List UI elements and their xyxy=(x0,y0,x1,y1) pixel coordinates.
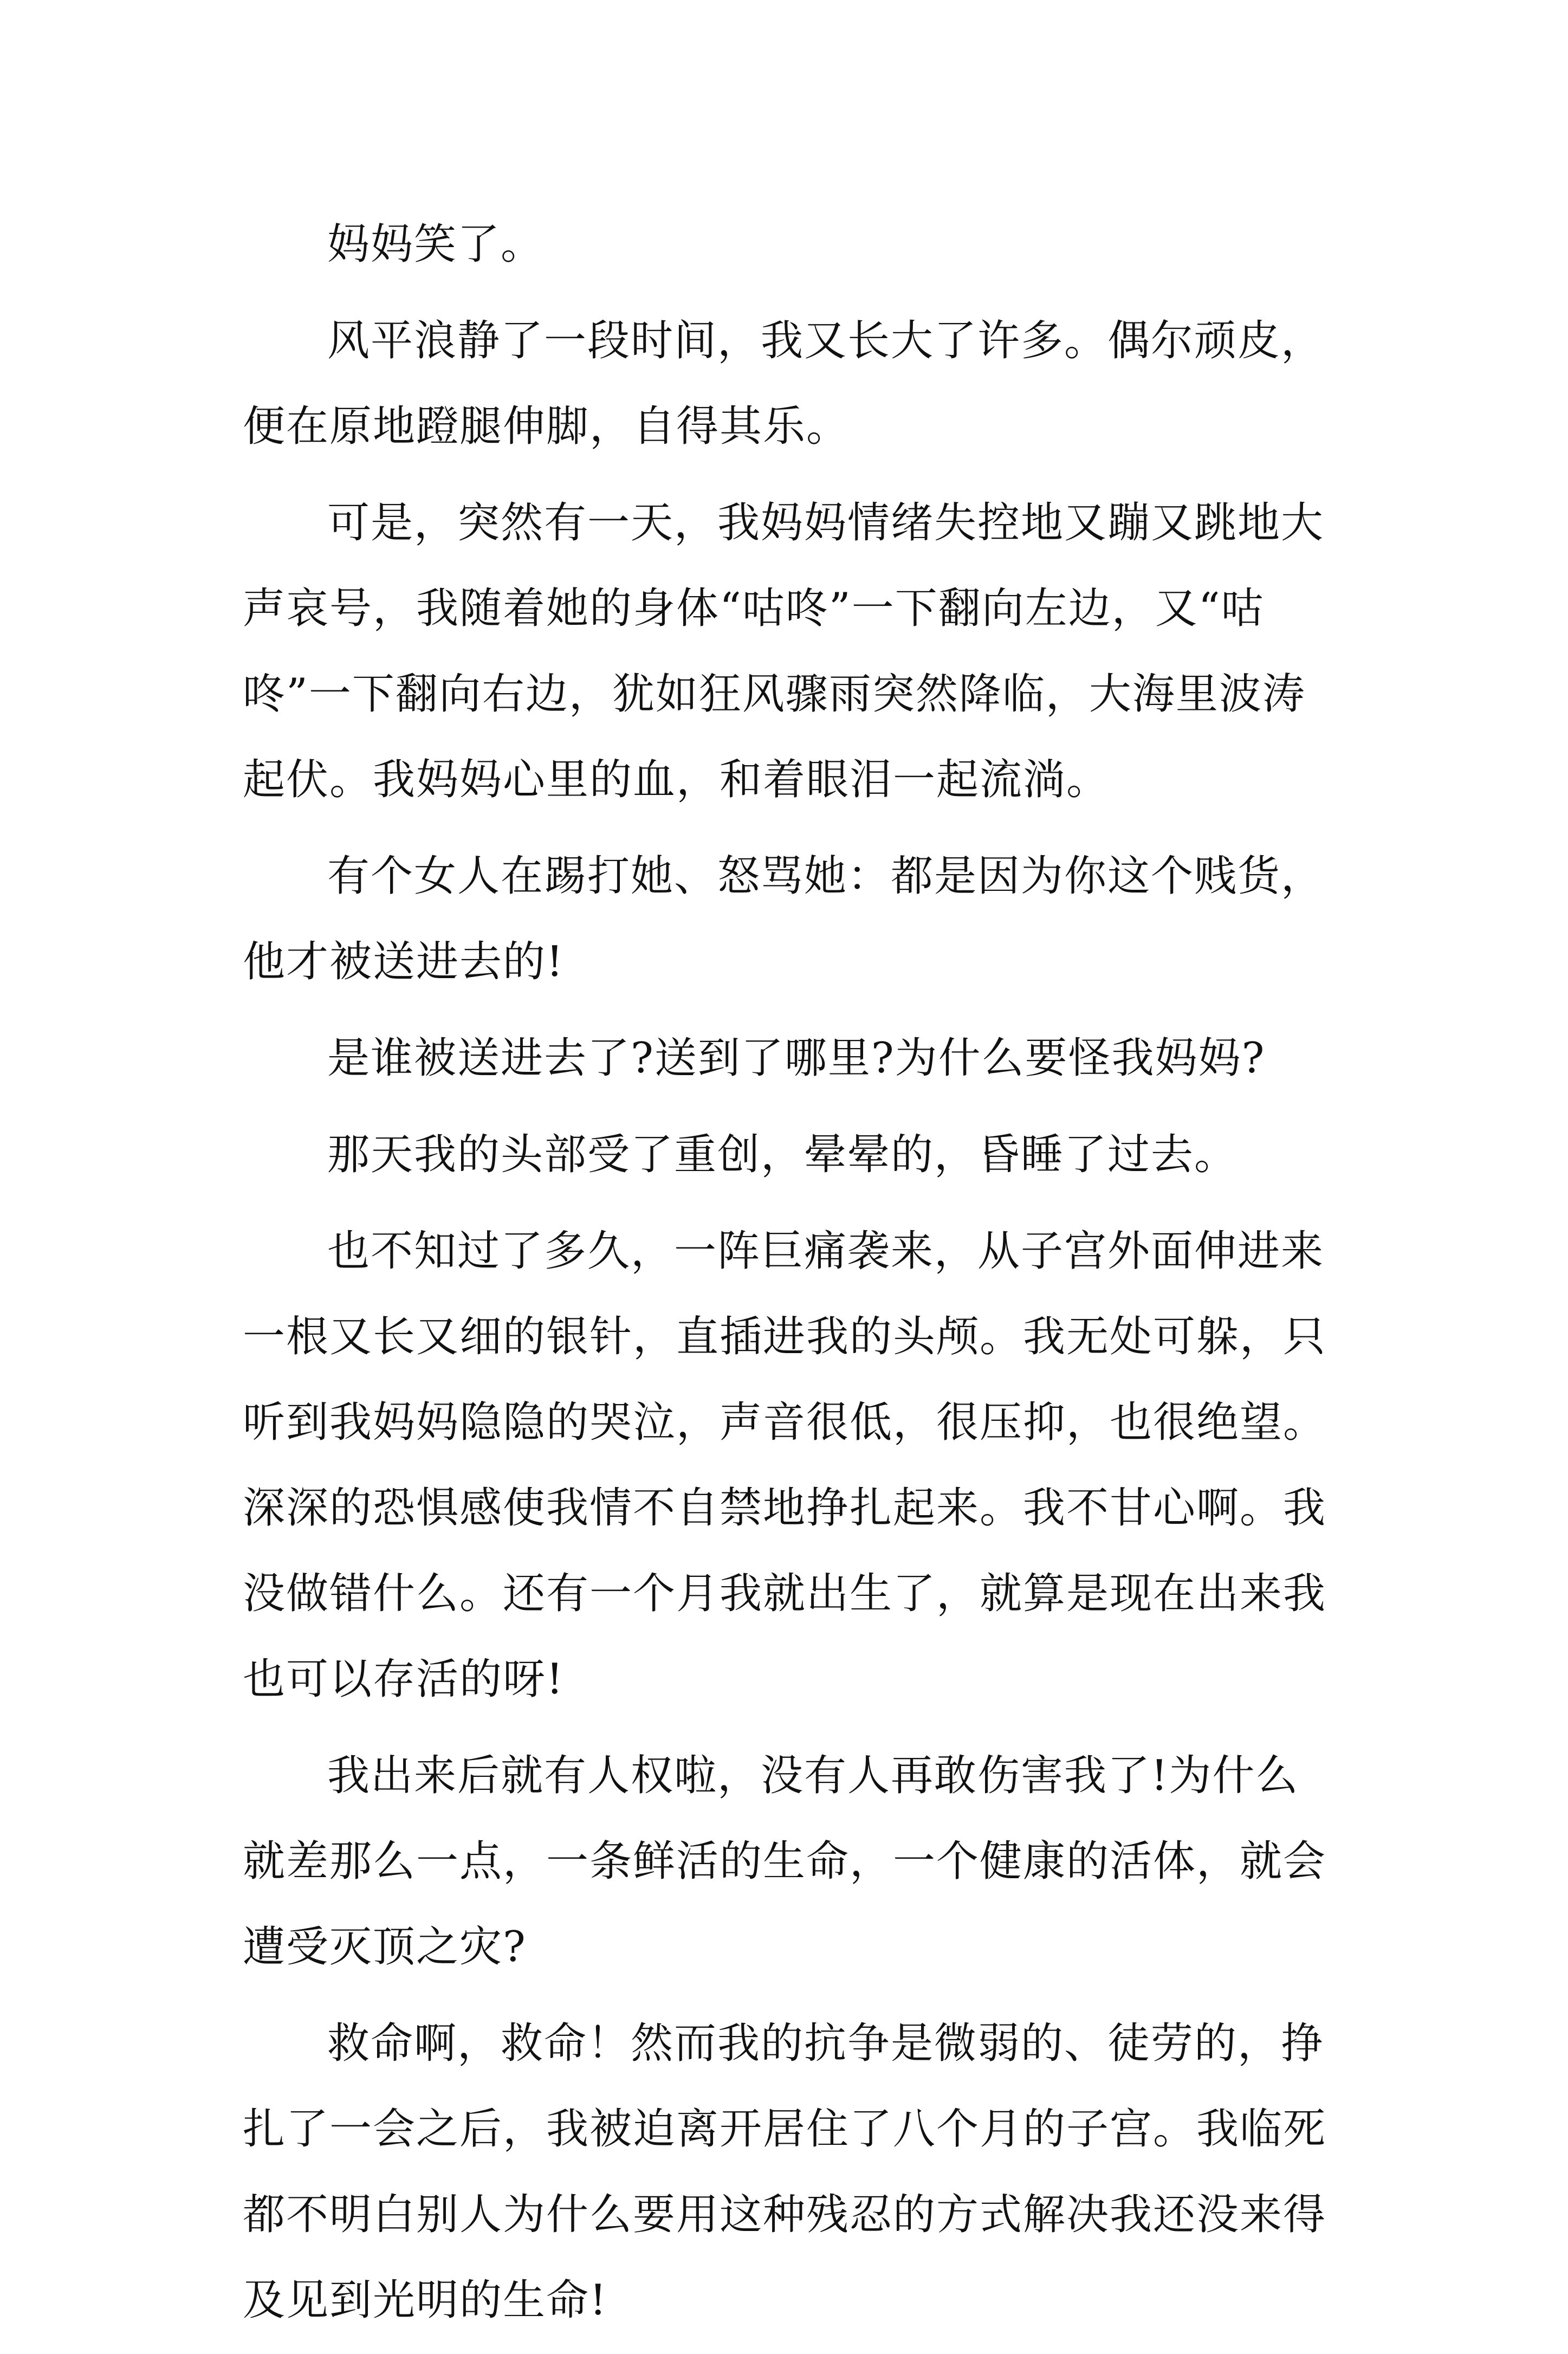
paragraph: 可是，突然有一天，我妈妈情绪失控地又蹦又跳地大声哀号，我随着她的身体“咕咚”一下翻向左边，又“咕咚”一下翻向右边，犹如狂风骤雨突然降临，大海里波涛起伏。我妈妈心里的血，和着眼泪一起流淌。 xyxy=(243,499,1325,804)
paragraph: 风平浪静了一段时间，我又长大了许多。偶尔顽皮，便在原地蹬腿伸脚，自得其乐。 xyxy=(243,316,1325,451)
paragraph: 妈妈笑了。 xyxy=(327,220,545,269)
paragraph: 救命啊，救命！然而我的抗争是微弱的、徒劳的，挣扎了一会之后，我被迫离开居住了八个月的子宫。我临死都不明白别人为什么要用这种残忍的方式解决我还没来得及见到光明的生命! xyxy=(243,2019,1327,2325)
paragraph: 也不知过了多久，一阵巨痛袭来，从子宫外面伸进来一根又长又细的银针，直插进我的头颅。我无处可躲，只听到我妈妈隐隐的哭泣，声音很低，很压抑，也很绝望。深深的恐惧感使我情不自禁地挣扎起来。我不甘心啊。我没做错什么。还有一个月我就出生了，就算是现在出来我也可以存活的呀! xyxy=(243,1227,1327,1704)
paragraph: 那天我的头部受了重创，晕晕的，昏睡了过去。 xyxy=(327,1130,1238,1179)
paragraph: 有个女人在踢打她、怒骂她：都是因为你这个贱货，他才被送进去的! xyxy=(243,852,1325,986)
paragraph: 是谁被送进去了?送到了哪里?为什么要怪我妈妈? xyxy=(327,1034,1266,1083)
document-body xyxy=(243,202,1339,2354)
paragraph: 我出来后就有人权啦，没有人再敢伤害我了!为什么就差那么一点，一条鲜活的生命，一个健康的活体，就会遭受灭顶之灾? xyxy=(243,1751,1327,1971)
